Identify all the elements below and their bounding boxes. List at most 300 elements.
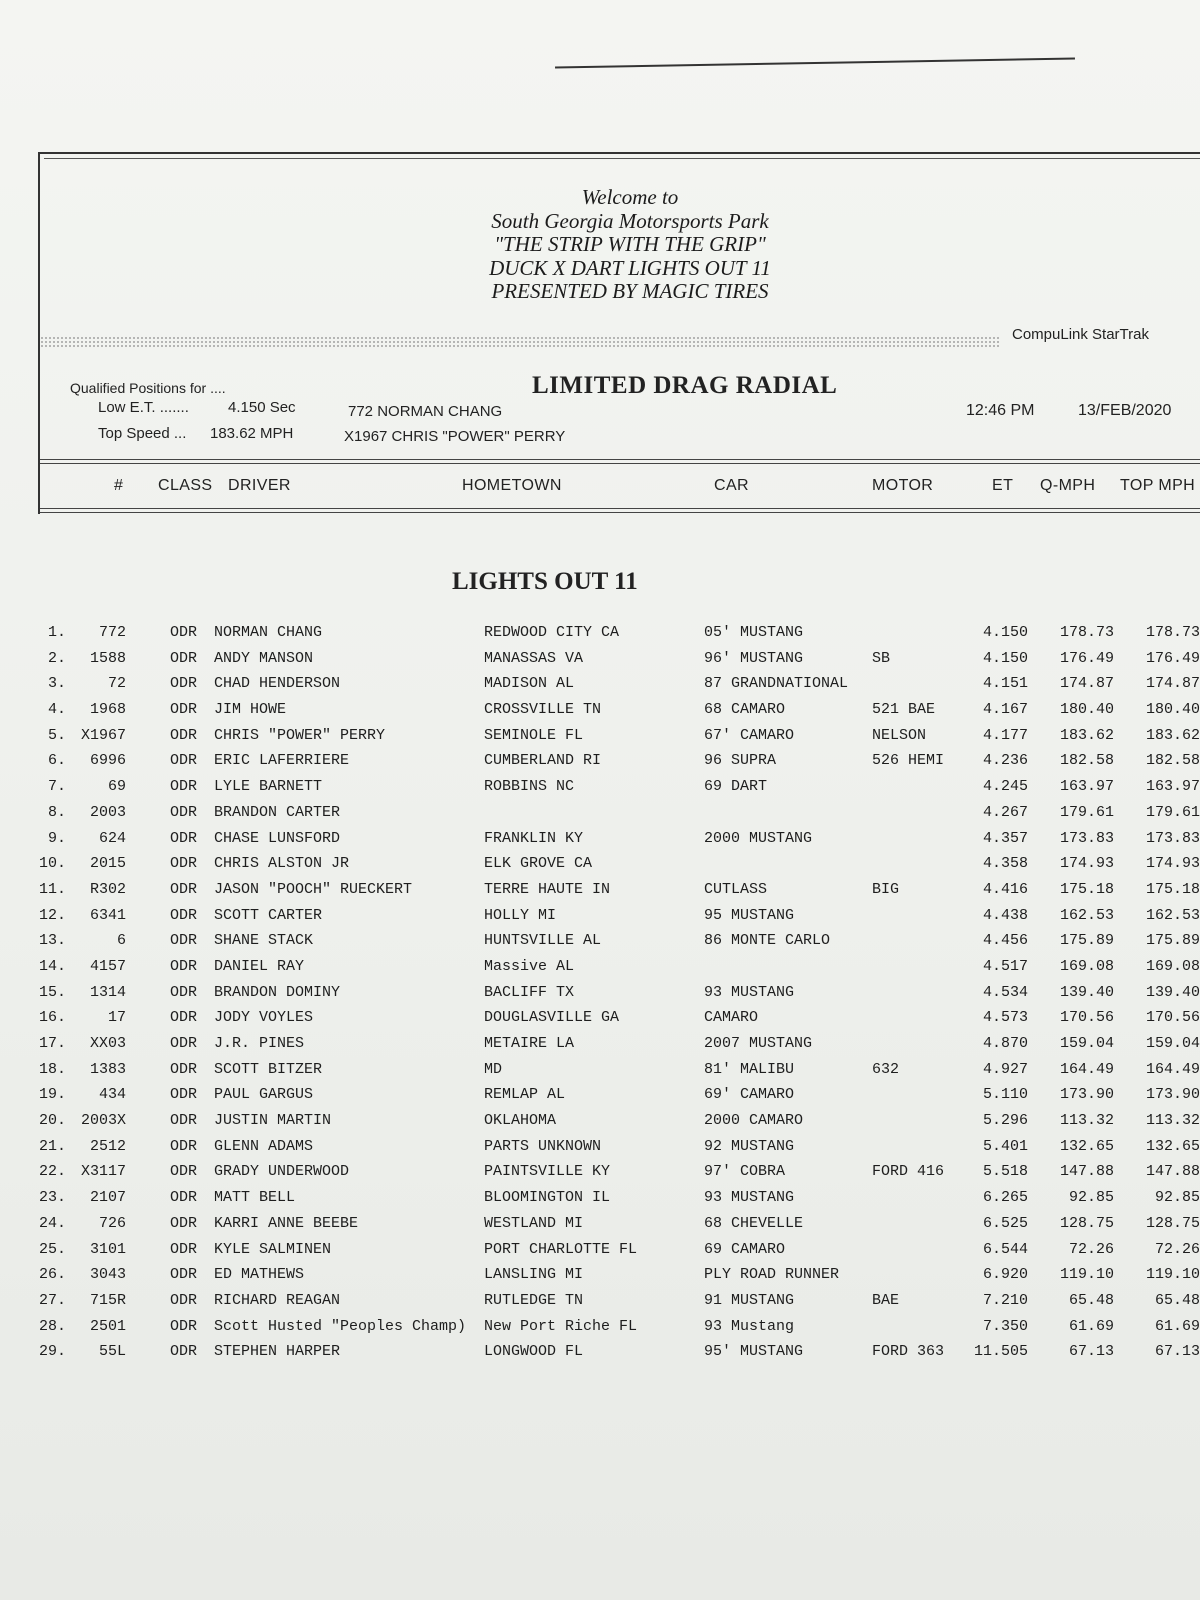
cell-position: 19. — [38, 1086, 66, 1104]
cell-driver: KYLE SALMINEN — [214, 1240, 332, 1258]
cell-class: ODR — [170, 1240, 198, 1258]
cell-car: 97' COBRA — [704, 1163, 786, 1181]
cell-driver: CHRIS "POWER" PERRY — [214, 726, 386, 744]
cell-class: ODR — [170, 803, 198, 821]
cell-hometown: HUNTSVILLE AL — [484, 932, 602, 950]
cell-position: 16. — [38, 1009, 66, 1027]
cell-qmph: 169.08 — [1059, 957, 1114, 975]
cell-car: 05' MUSTANG — [704, 624, 804, 641]
cell-qmph: 180.40 — [1059, 701, 1114, 719]
low-et-label: Low E.T. ....... — [98, 399, 189, 416]
cell-et: 6.544 — [982, 1240, 1028, 1258]
cell-top-mph: 139.40 — [1145, 983, 1200, 1001]
cell-car: 68 CAMARO — [704, 701, 786, 719]
cell-car: 92 MUSTANG — [704, 1137, 795, 1155]
top-speed-label: Top Speed ... — [98, 425, 187, 442]
cell-driver: ANDY MANSON — [214, 649, 314, 667]
cell-qmph: 132.65 — [1059, 1137, 1114, 1155]
cell-car-number: 1314 — [89, 983, 126, 1001]
cell-class: ODR — [170, 1291, 198, 1309]
cell-driver: STEPHEN HARPER — [214, 1343, 341, 1361]
paper-fold-line — [555, 57, 1075, 68]
cell-driver: BRANDON CARTER — [214, 803, 341, 821]
cell-hometown: BACLIFF TX — [484, 983, 575, 1001]
cell-hometown: Massive AL — [484, 957, 575, 975]
cell-car-number: X3117 — [80, 1163, 126, 1181]
cell-hometown: MADISON AL — [484, 675, 575, 693]
rule-bottom-1 — [40, 508, 1200, 509]
cell-qmph: 182.58 — [1059, 752, 1114, 770]
cell-class: ODR — [170, 1035, 198, 1052]
cell-car-number: 6341 — [89, 906, 126, 924]
cell-hometown: CUMBERLAND RI — [484, 752, 602, 770]
table-row — [0, 1342, 1200, 1368]
cell-car: 93 MUSTANG — [704, 1189, 795, 1207]
cell-et: 4.150 — [982, 649, 1028, 667]
cell-car-number: 726 — [98, 1214, 126, 1232]
cell-car: 69' CAMARO — [704, 1086, 795, 1104]
cell-top-mph: 147.88 — [1145, 1163, 1200, 1181]
cell-car-number: 17 — [107, 1009, 126, 1027]
cell-driver: NORMAN CHANG — [214, 624, 323, 641]
cell-car-number: 2107 — [89, 1189, 126, 1207]
welcome-banner — [380, 186, 880, 304]
table-row — [0, 931, 1200, 957]
cell-qmph: 113.32 — [1059, 1112, 1114, 1130]
table-row — [0, 777, 1200, 803]
cell-car: 2000 CAMARO — [704, 1112, 804, 1130]
cell-qmph: 139.40 — [1059, 983, 1114, 1001]
cell-et: 5.296 — [982, 1112, 1028, 1130]
cell-driver: JODY VOYLES — [214, 1009, 314, 1027]
cell-position: 14. — [38, 957, 66, 975]
cell-hometown: ELK GROVE CA — [484, 855, 593, 873]
cell-position: 24. — [38, 1214, 66, 1232]
col-topmph: TOP MPH — [1120, 477, 1196, 494]
table-row — [0, 1137, 1200, 1163]
section-title: LIGHTS OUT 11 — [452, 568, 638, 595]
cell-position: 11. — [38, 880, 66, 898]
cell-et: 6.920 — [982, 1266, 1028, 1284]
cell-car: 87 GRANDNATIONAL — [704, 675, 849, 693]
dotted-separator — [40, 336, 1000, 348]
track-name: South Georgia Motorsports Park — [491, 208, 769, 233]
cell-et: 6.525 — [982, 1214, 1028, 1232]
cell-top-mph: 119.10 — [1145, 1266, 1200, 1284]
cell-et: 4.267 — [982, 803, 1028, 821]
cell-et: 4.870 — [982, 1035, 1028, 1052]
cell-qmph: 128.75 — [1059, 1214, 1114, 1232]
cell-car-number: 1968 — [89, 701, 126, 719]
cell-car-number: 2003X — [80, 1112, 126, 1130]
cell-top-mph: 92.85 — [1154, 1189, 1200, 1207]
cell-qmph: 174.87 — [1059, 675, 1114, 693]
col-num: # — [114, 477, 124, 494]
cell-position: 21. — [38, 1137, 66, 1155]
cell-motor: SB — [872, 649, 891, 667]
cell-position: 17. — [38, 1035, 66, 1052]
table-row — [0, 906, 1200, 932]
cell-position: 5. — [47, 726, 66, 744]
col-driver: DRIVER — [228, 477, 291, 494]
cell-position: 22. — [38, 1163, 66, 1181]
cell-position: 13. — [38, 932, 66, 950]
cell-hometown: LANSLING MI — [484, 1266, 584, 1284]
cell-position: 9. — [47, 829, 66, 847]
cell-driver: GLENN ADAMS — [214, 1137, 314, 1155]
cell-hometown: ROBBINS NC — [484, 778, 575, 796]
cell-et: 7.350 — [982, 1317, 1028, 1335]
cell-class: ODR — [170, 957, 198, 975]
cell-qmph: 162.53 — [1059, 906, 1114, 924]
cell-et: 4.517 — [982, 957, 1028, 975]
cell-car: 68 CHEVELLE — [704, 1214, 804, 1232]
table-row — [0, 854, 1200, 880]
cell-et: 4.151 — [982, 675, 1028, 693]
table-row — [0, 623, 1200, 649]
table-row — [0, 674, 1200, 700]
table-row — [0, 1265, 1200, 1291]
cell-top-mph: 176.49 — [1145, 649, 1200, 667]
cell-car: 95' MUSTANG — [704, 1343, 804, 1361]
cell-et: 4.150 — [982, 624, 1028, 641]
cell-top-mph: 180.40 — [1145, 701, 1200, 719]
cell-hometown: MANASSAS VA — [484, 649, 584, 667]
cell-top-mph: 65.48 — [1154, 1291, 1200, 1309]
cell-hometown: BLOOMINGTON IL — [484, 1189, 611, 1207]
table-row — [0, 1060, 1200, 1086]
cell-qmph: 179.61 — [1059, 803, 1114, 821]
cell-top-mph: 128.75 — [1145, 1214, 1200, 1232]
cell-hometown: New Port Riche FL — [484, 1317, 638, 1335]
cell-qmph: 61.69 — [1068, 1317, 1114, 1335]
print-date: 13/FEB/2020 — [1078, 402, 1172, 419]
table-row — [0, 726, 1200, 752]
cell-class: ODR — [170, 983, 198, 1001]
cell-qmph: 178.73 — [1059, 624, 1114, 641]
cell-top-mph: 173.83 — [1145, 829, 1200, 847]
cell-class: ODR — [170, 624, 198, 641]
cell-et: 4.357 — [982, 829, 1028, 847]
cell-hometown: RUTLEDGE TN — [484, 1291, 584, 1309]
cell-top-mph: 175.18 — [1145, 880, 1200, 898]
cell-qmph: 159.04 — [1059, 1035, 1114, 1052]
cell-car-number: 624 — [98, 829, 126, 847]
cell-driver: Scott Husted "Peoples Champ) — [214, 1317, 467, 1335]
cell-top-mph: 174.87 — [1145, 675, 1200, 693]
cell-qmph: 65.48 — [1068, 1291, 1114, 1309]
table-row — [0, 1214, 1200, 1240]
cell-et: 4.438 — [982, 906, 1028, 924]
cell-top-mph: 163.97 — [1145, 778, 1200, 796]
cell-top-mph: 113.32 — [1145, 1112, 1200, 1130]
cell-top-mph: 72.26 — [1154, 1240, 1200, 1258]
cell-class: ODR — [170, 778, 198, 796]
cell-driver: SCOTT CARTER — [214, 906, 323, 924]
cell-car-number: 2003 — [89, 803, 126, 821]
cell-qmph: 147.88 — [1059, 1163, 1114, 1181]
cell-car: 93 Mustang — [704, 1317, 795, 1335]
cell-driver: DANIEL RAY — [214, 957, 305, 975]
cell-qmph: 176.49 — [1059, 649, 1114, 667]
cell-driver: JASON "POOCH" RUECKERT — [214, 880, 413, 898]
cell-qmph: 183.62 — [1059, 726, 1114, 744]
cell-hometown: PAINTSVILLE KY — [484, 1163, 611, 1181]
cell-driver: CHRIS ALSTON JR — [214, 855, 350, 873]
col-motor: MOTOR — [872, 477, 934, 494]
col-et: ET — [992, 477, 1014, 494]
cell-driver: CHASE LUNSFORD — [214, 829, 341, 847]
cell-car-number: 55L — [98, 1343, 126, 1361]
cell-car-number: 72 — [107, 675, 126, 693]
cell-qmph: 92.85 — [1068, 1189, 1114, 1207]
cell-et: 11.505 — [973, 1343, 1028, 1361]
cell-et: 4.177 — [982, 726, 1028, 744]
event-name: DUCK X DART LIGHTS OUT 11 — [489, 255, 771, 280]
cell-car-number: XX03 — [89, 1035, 126, 1052]
rule-bottom-2 — [40, 512, 1200, 513]
cell-driver: JUSTIN MARTIN — [214, 1112, 332, 1130]
header-frame-inner-line — [44, 158, 1200, 159]
cell-top-mph: 183.62 — [1145, 726, 1200, 744]
cell-driver: ERIC LAFERRIERE — [214, 752, 350, 770]
cell-position: 1. — [47, 624, 66, 641]
cell-class: ODR — [170, 726, 198, 744]
cell-car: 81' MALIBU — [704, 1060, 795, 1078]
table-row — [0, 649, 1200, 675]
cell-position: 26. — [38, 1266, 66, 1284]
cell-top-mph: 182.58 — [1145, 752, 1200, 770]
cell-qmph: 173.90 — [1059, 1086, 1114, 1104]
table-row — [0, 1317, 1200, 1343]
cell-car-number: 3101 — [89, 1240, 126, 1258]
cell-car: 96' MUSTANG — [704, 649, 804, 667]
cell-class: ODR — [170, 1163, 198, 1181]
cell-hometown: LONGWOOD FL — [484, 1343, 584, 1361]
cell-position: 27. — [38, 1291, 66, 1309]
cell-car: 2007 MUSTANG — [704, 1035, 813, 1052]
cell-top-mph: 169.08 — [1145, 957, 1200, 975]
cell-qmph: 72.26 — [1068, 1240, 1114, 1258]
cell-car-number: 2501 — [89, 1317, 126, 1335]
cell-qmph: 164.49 — [1059, 1060, 1114, 1078]
cell-driver: ED MATHEWS — [214, 1266, 305, 1284]
table-row — [0, 1240, 1200, 1266]
cell-position: 12. — [38, 906, 66, 924]
cell-et: 4.236 — [982, 752, 1028, 770]
cell-hometown: TERRE HAUTE IN — [484, 880, 611, 898]
cell-top-mph: 170.56 — [1145, 1009, 1200, 1027]
cell-class: ODR — [170, 1189, 198, 1207]
cell-car: 95 MUSTANG — [704, 906, 795, 924]
cell-hometown: METAIRE LA — [484, 1035, 575, 1052]
cell-driver: SCOTT BITZER — [214, 1060, 323, 1078]
cell-top-mph: 178.73 — [1145, 624, 1200, 641]
cell-top-mph: 162.53 — [1145, 906, 1200, 924]
cell-hometown: DOUGLASVILLE GA — [484, 1009, 620, 1027]
cell-position: 25. — [38, 1240, 66, 1258]
cell-hometown: PARTS UNKNOWN — [484, 1137, 602, 1155]
table-row — [0, 880, 1200, 906]
cell-driver: LYLE BARNETT — [214, 778, 323, 796]
cell-top-mph: 132.65 — [1145, 1137, 1200, 1155]
cell-class: ODR — [170, 880, 198, 898]
table-row — [0, 1111, 1200, 1137]
table-row — [0, 751, 1200, 777]
cell-position: 23. — [38, 1189, 66, 1207]
cell-car: 93 MUSTANG — [704, 983, 795, 1001]
cell-class: ODR — [170, 701, 198, 719]
col-class: CLASS — [158, 477, 213, 494]
table-row — [0, 829, 1200, 855]
table-row — [0, 1008, 1200, 1034]
sponsor-line: PRESENTED BY MAGIC TIRES — [491, 279, 769, 303]
cell-driver: PAUL GARGUS — [214, 1086, 314, 1104]
cell-et: 4.416 — [982, 880, 1028, 898]
cell-driver: JIM HOWE — [214, 701, 287, 719]
cell-hometown: HOLLY MI — [484, 906, 557, 924]
cell-class: ODR — [170, 1086, 198, 1104]
cell-motor: FORD 363 — [872, 1343, 945, 1361]
cell-class: ODR — [170, 1112, 198, 1130]
software-label: CompuLink StarTrak — [1012, 326, 1149, 343]
cell-position: 20. — [38, 1112, 66, 1130]
cell-top-mph: 175.89 — [1145, 932, 1200, 950]
cell-car-number: 2015 — [89, 855, 126, 873]
cell-position: 7. — [47, 778, 66, 796]
cell-position: 8. — [47, 803, 66, 821]
cell-hometown: WESTLAND MI — [484, 1214, 584, 1232]
cell-qmph: 175.18 — [1059, 880, 1114, 898]
cell-et: 7.210 — [982, 1291, 1028, 1309]
cell-class: ODR — [170, 1060, 198, 1078]
cell-driver: SHANE STACK — [214, 932, 314, 950]
cell-position: 28. — [38, 1317, 66, 1335]
cell-qmph: 173.83 — [1059, 829, 1114, 847]
cell-hometown: PORT CHARLOTTE FL — [484, 1240, 638, 1258]
table-row — [0, 1188, 1200, 1214]
cell-car-number: 1383 — [89, 1060, 126, 1078]
table-row — [0, 803, 1200, 829]
cell-et: 4.167 — [982, 701, 1028, 719]
cell-qmph: 163.97 — [1059, 778, 1114, 796]
cell-car-number: 3043 — [89, 1266, 126, 1284]
cell-hometown: OKLAHOMA — [484, 1112, 557, 1130]
cell-car-number: 4157 — [89, 957, 126, 975]
cell-driver: GRADY UNDERWOOD — [214, 1163, 350, 1181]
cell-class: ODR — [170, 906, 198, 924]
cell-motor: 526 HEMI — [872, 752, 945, 770]
cell-motor: 632 — [872, 1060, 900, 1078]
cell-driver: J.R. PINES — [214, 1035, 305, 1052]
cell-motor: BAE — [872, 1291, 900, 1309]
cell-motor: FORD 416 — [872, 1163, 945, 1181]
cell-et: 4.927 — [982, 1060, 1028, 1078]
cell-position: 10. — [38, 855, 66, 873]
cell-car: CAMARO — [704, 1009, 759, 1027]
cell-qmph: 170.56 — [1059, 1009, 1114, 1027]
cell-position: 6. — [47, 752, 66, 770]
rule-top-1 — [40, 459, 1200, 460]
table-row — [0, 1085, 1200, 1111]
cell-motor: NELSON — [872, 726, 927, 744]
cell-top-mph: 67.13 — [1154, 1343, 1200, 1361]
cell-top-mph: 179.61 — [1145, 803, 1200, 821]
print-time: 12:46 PM — [966, 402, 1035, 419]
cell-et: 4.573 — [982, 1009, 1028, 1027]
cell-et: 5.110 — [982, 1086, 1028, 1104]
top-speed-value: 183.62 MPH — [210, 425, 294, 442]
cell-position: 3. — [47, 675, 66, 693]
cell-et: 4.245 — [982, 778, 1028, 796]
cell-top-mph: 164.49 — [1145, 1060, 1200, 1078]
cell-et: 4.534 — [982, 983, 1028, 1001]
cell-qmph: 67.13 — [1068, 1343, 1114, 1361]
cell-car-number: 6996 — [89, 752, 126, 770]
cell-motor: 521 BAE — [872, 701, 936, 719]
qualified-label: Qualified Positions for .... — [70, 380, 226, 396]
cell-hometown: FRANKLIN KY — [484, 829, 584, 847]
table-row — [0, 1162, 1200, 1188]
cell-qmph: 175.89 — [1059, 932, 1114, 950]
cell-hometown: CROSSVILLE TN — [484, 701, 602, 719]
cell-car-number: 2512 — [89, 1137, 126, 1155]
col-qmph: Q-MPH — [1040, 477, 1096, 494]
cell-top-mph: 159.04 — [1145, 1035, 1200, 1052]
cell-position: 2. — [47, 649, 66, 667]
cell-hometown: SEMINOLE FL — [484, 726, 584, 744]
col-hometown: HOMETOWN — [462, 477, 562, 494]
cell-car-number: 434 — [98, 1086, 126, 1104]
cell-class: ODR — [170, 932, 198, 950]
track-slogan: "THE STRIP WITH THE GRIP" — [494, 232, 766, 256]
col-car: CAR — [714, 477, 749, 494]
cell-class: ODR — [170, 1343, 198, 1361]
cell-car: PLY ROAD RUNNER — [704, 1266, 840, 1284]
cell-class: ODR — [170, 1266, 198, 1284]
welcome-line: Welcome to — [581, 185, 679, 209]
cell-driver: KARRI ANNE BEEBE — [214, 1214, 359, 1232]
table-row — [0, 700, 1200, 726]
cell-class: ODR — [170, 829, 198, 847]
cell-qmph: 174.93 — [1059, 855, 1114, 873]
cell-et: 5.518 — [982, 1163, 1028, 1181]
cell-car-number: X1967 — [80, 726, 126, 744]
cell-car: 67' CAMARO — [704, 726, 795, 744]
rule-top-2 — [40, 463, 1200, 464]
cell-top-mph: 174.93 — [1145, 855, 1200, 873]
cell-hometown: MD — [484, 1060, 503, 1078]
cell-car: 69 DART — [704, 778, 768, 796]
cell-top-mph: 173.90 — [1145, 1086, 1200, 1104]
table-row — [0, 1291, 1200, 1317]
cell-et: 4.456 — [982, 932, 1028, 950]
cell-car-number: 715R — [89, 1291, 126, 1309]
cell-car: 69 CAMARO — [704, 1240, 786, 1258]
cell-driver: BRANDON DOMINY — [214, 983, 341, 1001]
class-title: LIMITED DRAG RADIAL — [532, 372, 838, 399]
cell-driver: MATT BELL — [214, 1189, 296, 1207]
cell-qmph: 119.10 — [1059, 1266, 1114, 1284]
cell-class: ODR — [170, 752, 198, 770]
cell-hometown: REDWOOD CITY CA — [484, 624, 620, 641]
cell-position: 18. — [38, 1060, 66, 1078]
cell-car-number: 6 — [116, 932, 126, 950]
cell-class: ODR — [170, 855, 198, 873]
cell-car: 96 SUPRA — [704, 752, 777, 770]
cell-motor: BIG — [872, 880, 900, 898]
cell-position: 15. — [38, 983, 66, 1001]
